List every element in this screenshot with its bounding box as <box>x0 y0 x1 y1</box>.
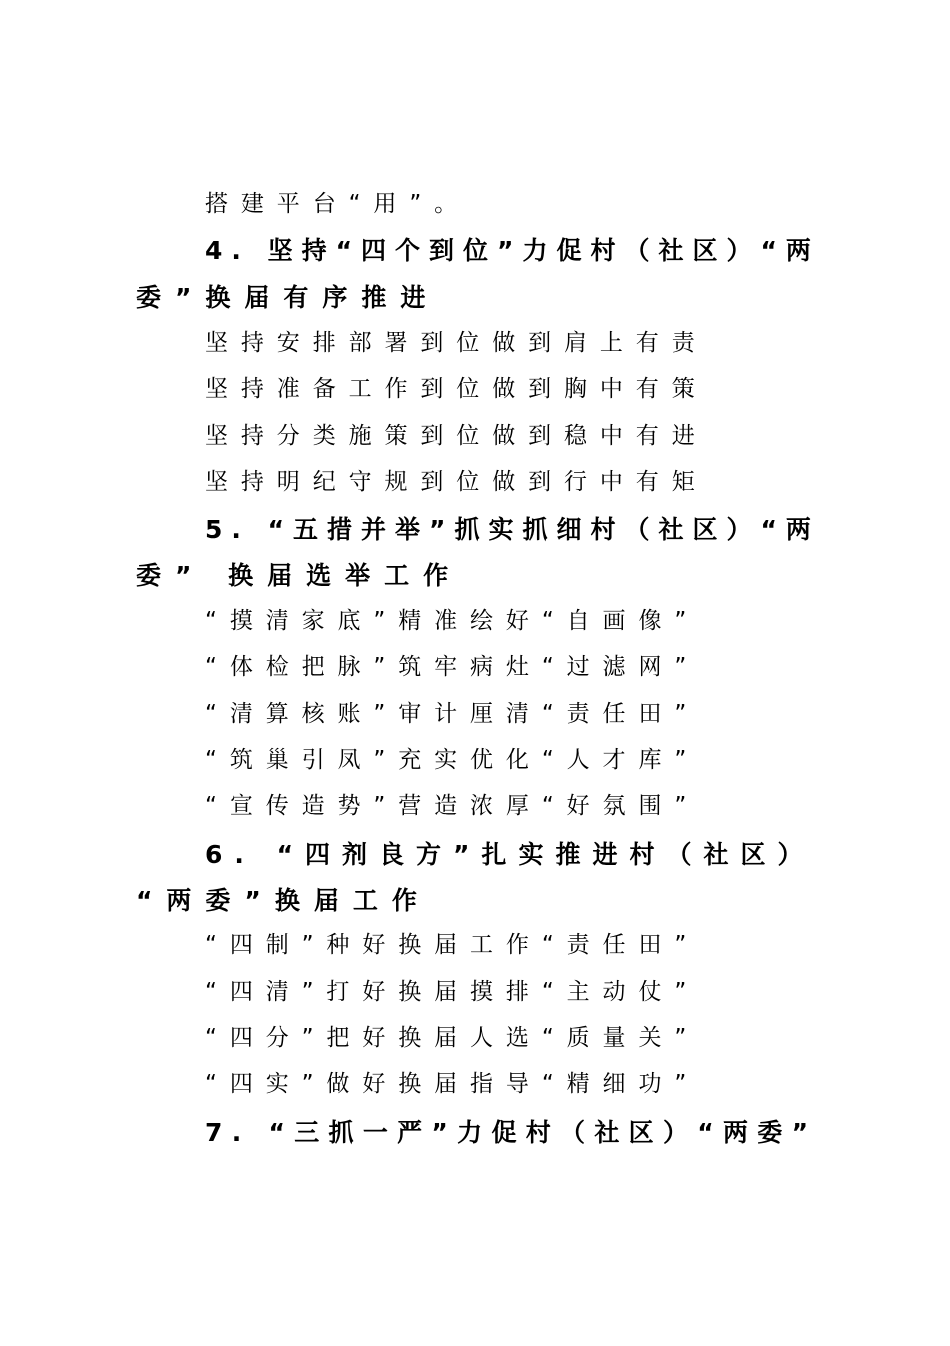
paragraph-line: 搭建平台“用”。 <box>205 191 471 217</box>
paragraph-line: “四制”种好换届工作“责任田” <box>205 932 700 958</box>
section-heading-7: 7. “三抓一严”力促村（社区）“两委” <box>205 1118 818 1147</box>
paragraph-line: “四分”把好换届人选“质量关” <box>205 1025 700 1051</box>
section-heading-6: 6. “四剂良方”扎实推进村（社区） <box>205 840 815 869</box>
paragraph-line: “宣传造势”营造浓厚“好氛围” <box>205 793 700 819</box>
paragraph-line: 坚持分类施策到位做到稳中有进 <box>205 423 708 449</box>
section-heading-4: 4. 坚持“四个到位”力促村（社区）“两 <box>205 236 820 265</box>
paragraph-line: 坚持明纪守规到位做到行中有矩 <box>205 469 708 495</box>
paragraph-line: “摸清家底”精准绘好“自画像” <box>205 608 700 634</box>
paragraph-line: “体检把脉”筑牢病灶“过滤网” <box>205 654 700 680</box>
section-heading-5-continued: 委” 换届选举工作 <box>136 561 463 590</box>
section-heading-6-continued: “两委”换届工作 <box>136 886 431 915</box>
paragraph-line: “筑巢引凤”充实优化“人才库” <box>205 747 700 773</box>
paragraph-line: “清算核账”审计厘清“责任田” <box>205 701 700 727</box>
paragraph-line: 坚持准备工作到位做到胸中有策 <box>205 376 708 402</box>
paragraph-line: “四实”做好换届指导“精细功” <box>205 1071 700 1097</box>
section-heading-4-continued: 委”换届有序推进 <box>136 283 440 312</box>
section-heading-5: 5. “五措并举”抓实抓细村（社区）“两 <box>205 515 820 544</box>
paragraph-line: “四清”打好换届摸排“主动仗” <box>205 979 700 1005</box>
paragraph-line: 坚持安排部署到位做到肩上有责 <box>205 330 708 356</box>
